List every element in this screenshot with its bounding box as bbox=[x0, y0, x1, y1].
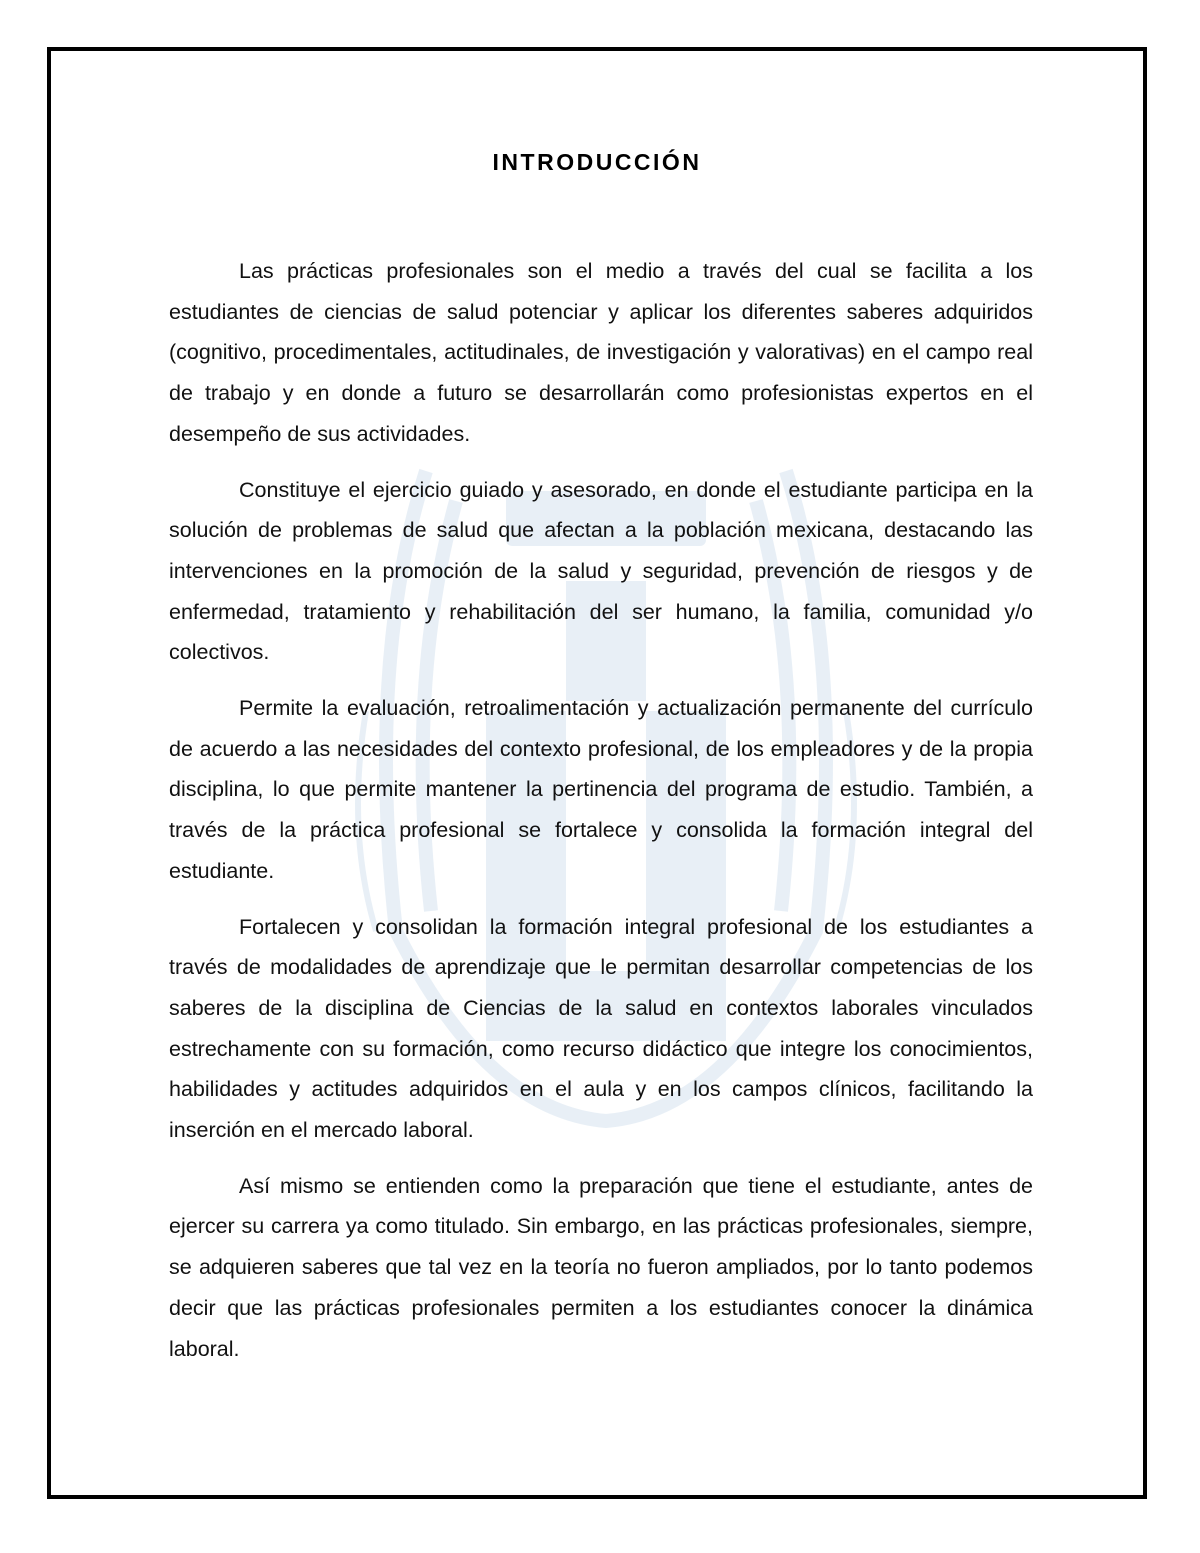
paragraph-4: Fortalecen y consolidan la formación integral profesional de los estudiantes a través de modalidades de aprendizaje que le permitan desarrollar competencias de los saberes de la disciplina de Ciencias de la salud en contextos laborales vinculados estrechamente con su formación, como recurso didáctico que integre los conocimientos, habilidades y actitudes adquiridos en el aula y en los campos clínicos, facilitando la inserción en el mercado laboral. bbox=[169, 914, 1033, 1143]
page-border bbox=[47, 47, 1147, 1499]
paragraph-1: Las prácticas profesionales son el medio a través del cual se facilita a los estudiantes de ciencias de salud potenciar y aplicar los diferentes saberes adquiridos (cognitivo, procedimentales, actitudinales, de investigación y valorativas) en el campo real de trabajo y en donde a futuro se desarrollarán como profesionistas expertos en el desempeño de sus actividades. bbox=[169, 259, 1033, 446]
paragraph-2: Constituye el ejercicio guiado y asesorado, en donde el estudiante participa en la solución de problemas de salud que afectan a la población mexicana, destacando las intervenciones en la promoción de la salud y seguridad, prevención de riesgos y de enfermedad, tratamiento y rehabilitación del ser humano, la familia, comunidad y/o colectivos. bbox=[169, 477, 1033, 665]
page-title: INTRODUCCIÓN bbox=[492, 149, 702, 175]
introduction-body bbox=[169, 251, 1033, 1384]
paragraph-5: Así mismo se entienden como la preparación que tiene el estudiante, antes de ejercer su carrera ya como titulado. Sin embargo, en las prácticas profesionales, siempre, se adquieren saberes que tal vez en la teoría no fueron ampliados, por lo tanto podemos decir que las prácticas profesionales permiten a los estudiantes conocer la dinámica laboral. bbox=[169, 1173, 1033, 1361]
paragraph-3: Permite la evaluación, retroalimentación y actualización permanente del currículo de acuerdo a las necesidades del contexto profesional, de los empleadores y de la propia disciplina, lo que permite mantener la pertinencia del programa de estudio. También, a través de la práctica profesional se fortalece y consolida la formación integral del estudiante. bbox=[169, 696, 1033, 883]
